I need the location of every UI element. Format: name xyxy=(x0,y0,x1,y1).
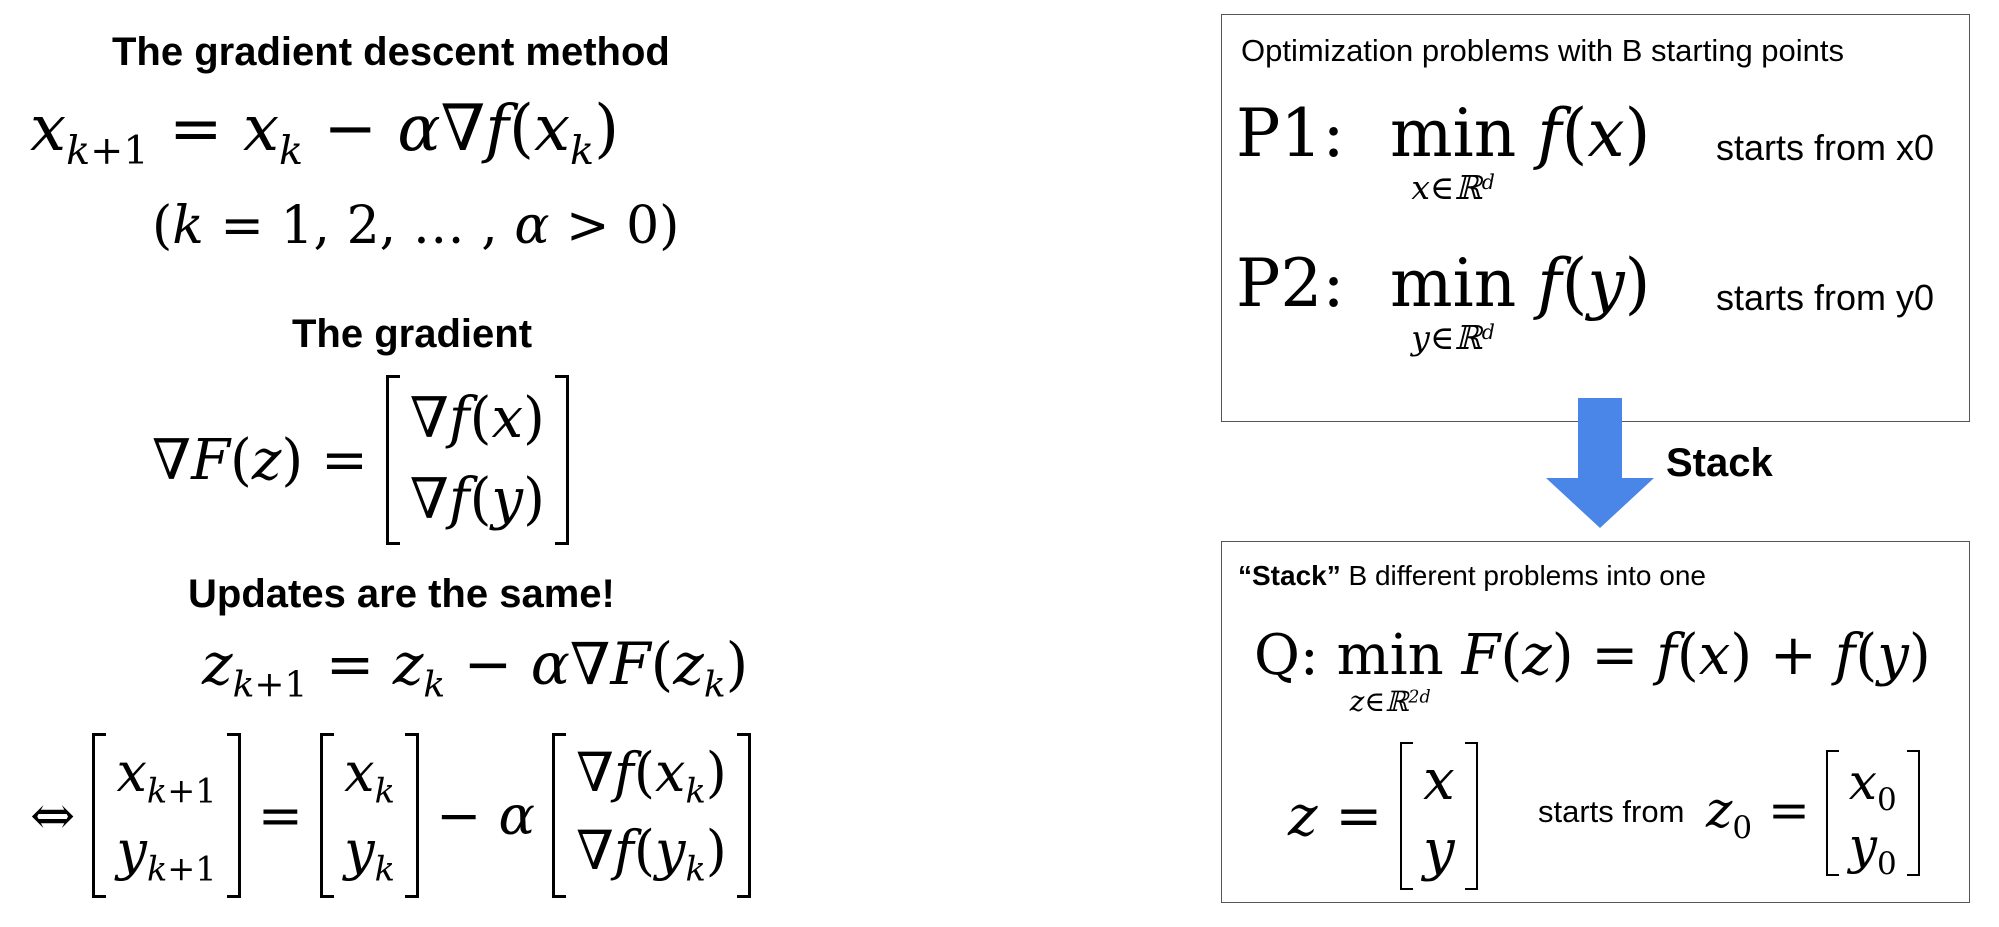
q-label: Q: xyxy=(1254,623,1319,688)
p1-start-text: starts from x0 xyxy=(1716,127,1935,168)
z-start-text: starts from xyxy=(1538,794,1685,829)
p2-start-text: starts from y0 xyxy=(1716,277,1935,318)
optimization-problems-box xyxy=(1221,14,1970,422)
stacked-problem-title xyxy=(1238,560,1706,592)
block-update-equation: ⇔ $x_{k+1}$ $y_{k+1}$ = $x_k$ $y_k$ − α $\nabla f(x_k)$ $\nabla f(y_k)$ xyxy=(30,733,751,898)
problem-p2 xyxy=(1236,245,1345,322)
optimization-problems-title: Optimization problems with B starting points xyxy=(1241,33,1845,68)
p2-objective: min y∈ℝ$^d$ f(y) xyxy=(1390,245,1651,357)
stacked-update-equation: $z_{k+1} = z_k - \alpha\nabla F(z_k)$ xyxy=(202,630,749,706)
stack-down-arrow-icon xyxy=(1540,398,1660,530)
stack-title-rest: B different problems into one xyxy=(1340,560,1706,591)
gradient-descent-heading: The gradient descent method xyxy=(112,30,670,74)
p2-label: P2: xyxy=(1236,245,1345,322)
z-definition: z = x y xyxy=(1288,742,1478,890)
gd-condition: (k = 1, 2, … , α > 0) xyxy=(152,196,680,256)
gradient-equation: ∇F(z) = ∇f(x) ∇f(y) xyxy=(152,375,569,545)
p1-objective: min x∈ℝ$^d$ f(x) xyxy=(1390,95,1651,207)
updates-heading: Updates are the same! xyxy=(188,572,615,616)
gd-update-equation: $x_{k+1} = x_k - \alpha\nabla f(x_k)$ xyxy=(30,92,620,174)
gradient-heading: The gradient xyxy=(292,312,533,356)
stacked-objective: Q: min z∈ℝ$^{2d}$ F(z) = f(x) + f(y) xyxy=(1254,623,1931,718)
stack-title-bold: “Stack” xyxy=(1238,560,1341,591)
stacked-problem-box xyxy=(1221,541,1970,903)
stack-label: Stack xyxy=(1666,441,1773,485)
z0-definition: $z_0$ = $x_0$ $y_0$ xyxy=(1706,750,1920,876)
problem-p1 xyxy=(1236,95,1345,172)
gradient-vector: ∇f(x) ∇f(y) xyxy=(386,375,569,545)
p1-label: P1: xyxy=(1236,95,1345,172)
